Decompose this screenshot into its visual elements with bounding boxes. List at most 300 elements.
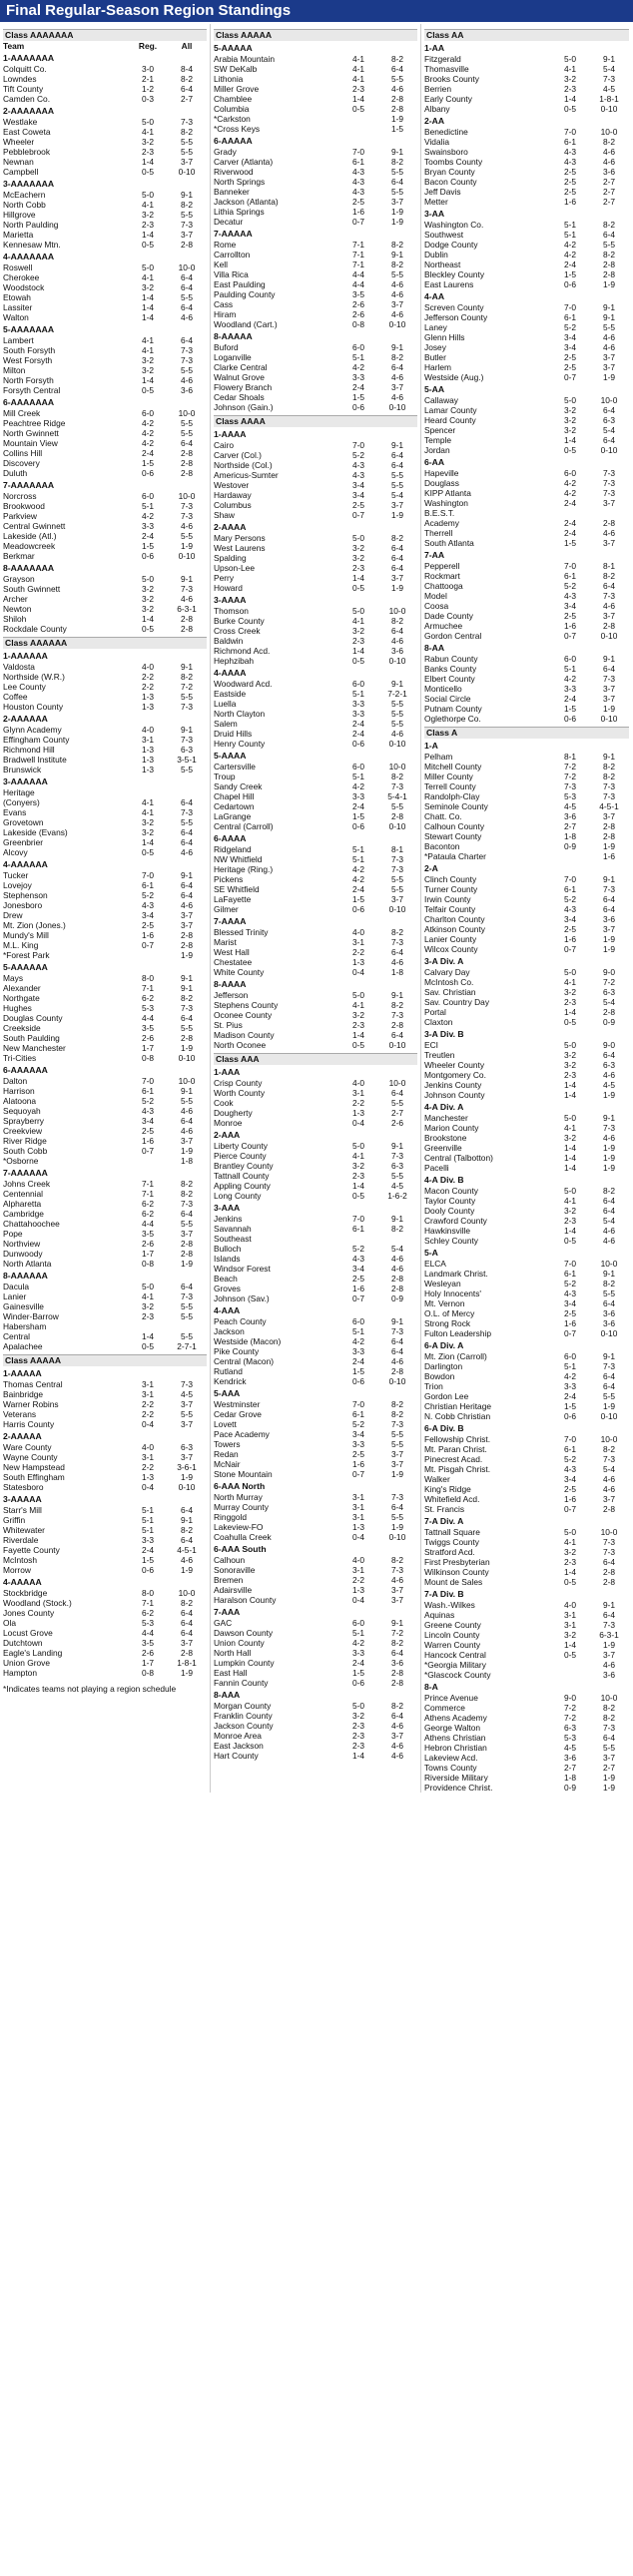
region-record: 7-2: [563, 1713, 577, 1723]
table-row: [214, 1274, 417, 1284]
table-row: [424, 791, 629, 801]
region-record: 1-5: [351, 1668, 365, 1678]
overall-record: 6-4: [602, 1298, 616, 1308]
overall-record: 7-3: [390, 1010, 404, 1020]
region-record: 2-4: [351, 382, 365, 392]
region-record: 4-3: [141, 900, 155, 910]
region-record: 7-0: [351, 147, 365, 157]
table-row: [214, 1088, 417, 1098]
team-name: Starr's Mill: [3, 1505, 42, 1515]
region-record: 1-3: [141, 702, 155, 712]
region-header: 2-AAA: [214, 1130, 241, 1140]
region-record: 7-0: [563, 127, 577, 137]
overall-record: 7-3: [602, 781, 616, 791]
table-row: [424, 478, 629, 488]
table-row: [3, 1291, 207, 1301]
team-name: McIntosh: [3, 1555, 37, 1565]
region-record: 3-3: [141, 1535, 155, 1545]
table-row: [424, 1040, 629, 1050]
overall-record: 8-4: [180, 64, 194, 74]
overall-record: 3-7: [602, 684, 616, 694]
team-name: Benedictine: [424, 127, 468, 137]
region-record: 1-4: [141, 302, 155, 312]
team-name: Schley County: [424, 1236, 478, 1246]
table-row: [3, 1249, 207, 1259]
team-name: Newnan: [3, 157, 34, 167]
overall-record: 1-9: [390, 207, 404, 217]
region-record: 2-1: [141, 74, 155, 84]
overall-record: 4-6: [180, 375, 194, 385]
team-name: Loganville: [214, 352, 252, 362]
table-row: [214, 1030, 417, 1040]
region-record: 8-1: [563, 752, 577, 762]
team-name: Winder-Barrow: [3, 1311, 59, 1321]
region-record: 7-0: [563, 561, 577, 571]
table-row: [3, 1399, 207, 1409]
region-record: 4-1: [141, 127, 155, 137]
table-row: [3, 983, 207, 993]
table-row: [424, 1630, 629, 1640]
region-record: 6-0: [563, 468, 577, 478]
overall-record: 2-8: [180, 624, 194, 634]
team-name: Central Gwinnett: [3, 521, 66, 531]
overall-record: 6-4: [602, 1557, 616, 1567]
table-row: [424, 714, 629, 724]
table-row: [424, 811, 629, 821]
region-record: 5-2: [563, 1454, 577, 1464]
team-name: Berrien: [424, 84, 451, 94]
team-name: Crisp County: [214, 1078, 263, 1088]
overall-record: 7-3: [180, 117, 194, 127]
region-record: 1-6: [563, 1494, 577, 1504]
region-record: 1-5: [563, 1401, 577, 1411]
overall-record: 1-9: [602, 1153, 616, 1163]
table-row: [424, 1713, 629, 1723]
region-record: 1-7: [141, 1658, 155, 1668]
region-record: 7-2: [563, 1703, 577, 1713]
region-record: [339, 124, 377, 134]
region-record: 5-0: [563, 1113, 577, 1123]
overall-record: 6-4: [390, 362, 404, 372]
table-row: [3, 1136, 207, 1146]
region-header: 4-AAAAA: [3, 1577, 42, 1587]
team-name: Woodstock: [3, 282, 45, 292]
table-row: [3, 755, 207, 765]
region-record: 4-2: [141, 438, 155, 448]
overall-record: 4-6: [602, 1660, 616, 1670]
table-row: [424, 752, 629, 762]
team-name: Mays: [3, 973, 24, 983]
table-row: [214, 1098, 417, 1108]
team-name: Lanier County: [424, 934, 477, 944]
team-name: Wilcox County: [424, 944, 478, 954]
region-record: 1-4: [563, 1163, 577, 1173]
team-name: GAC: [214, 1618, 233, 1628]
table-row: [3, 1482, 207, 1492]
overall-record: 1-9: [390, 217, 404, 227]
team-name: Mary Persons: [214, 533, 266, 543]
overall-record: 2-8: [390, 1284, 404, 1293]
overall-record: 6-4: [602, 1371, 616, 1381]
team-name: West Laurens: [214, 543, 266, 553]
table-row: [214, 762, 417, 772]
team-name: Roswell: [3, 262, 33, 272]
region-header: 5-A: [424, 1248, 438, 1258]
table-row: [424, 1070, 629, 1080]
overall-record: 9-1: [602, 1351, 616, 1361]
region-record: 4-3: [563, 1464, 577, 1474]
overall-record: 8-2: [390, 54, 404, 64]
team-name: Heritage (Ring.): [214, 864, 274, 874]
overall-record: 4-6: [390, 1254, 404, 1264]
table-row: [214, 864, 417, 874]
team-name: North Atlanta: [3, 1259, 52, 1269]
team-name: Johnson (Sav.): [214, 1293, 270, 1303]
table-row: [214, 1234, 417, 1244]
overall-record: 7-3: [180, 1379, 194, 1389]
region-record: 3-2: [563, 1060, 577, 1070]
overall-record: 4-6: [390, 1264, 404, 1274]
overall-record: 6-4: [390, 1711, 404, 1721]
table-row: [3, 1199, 207, 1209]
overall-record: 9-1: [390, 1141, 404, 1151]
table-row: [424, 1153, 629, 1163]
team-name: West Forsyth: [3, 355, 53, 365]
region-record: 4-0: [141, 725, 155, 735]
team-name: Walker: [424, 1474, 450, 1484]
overall-record: 4-6: [180, 900, 194, 910]
region-record: 5-0: [563, 1186, 577, 1196]
table-row: [424, 1494, 629, 1504]
team-name: East Jackson: [214, 1741, 264, 1751]
team-name: Milton: [3, 365, 26, 375]
region-record: 0-7: [351, 1293, 365, 1303]
overall-record: 5-5: [180, 1023, 194, 1033]
table-row: [3, 1219, 207, 1229]
team-name: Swainsboro: [424, 147, 468, 157]
team-name: Cartersville: [214, 762, 256, 772]
table-row: [214, 811, 417, 821]
team-name: Pike County: [214, 1346, 260, 1356]
team-name: Dodge County: [424, 240, 478, 250]
table-row: [424, 1464, 629, 1474]
team-name: Coahulla Creek: [214, 1532, 272, 1542]
region-header: 2-A: [424, 863, 438, 873]
team-name: Wheeler: [3, 137, 35, 147]
team-name: Athens Academy: [424, 1713, 487, 1723]
team-name: New Manchester: [3, 1043, 66, 1053]
team-name: Lumpkin County: [214, 1658, 275, 1668]
region-record: 5-2: [563, 894, 577, 904]
table-row: [214, 1721, 417, 1731]
table-row: [3, 137, 207, 147]
team-name: Savannah: [214, 1224, 252, 1234]
overall-record: 5-5: [390, 874, 404, 884]
table-row: [424, 395, 629, 405]
overall-record: 5-5: [390, 699, 404, 709]
table-row: [424, 1113, 629, 1123]
team-name: Callaway: [424, 395, 458, 405]
table-row: [3, 167, 207, 177]
team-name: Upson-Lee: [214, 563, 255, 573]
overall-record: 5-5: [180, 1096, 194, 1106]
overall-record: 0-10: [388, 1040, 406, 1050]
overall-record: 9-1: [602, 1269, 616, 1279]
team-name: Whitefield Acd.: [424, 1494, 480, 1504]
table-row: [424, 1733, 629, 1743]
overall-record: 7-3: [390, 1565, 404, 1575]
region-header: 1-AAAA: [214, 429, 247, 439]
overall-record: 9-1: [180, 725, 194, 735]
region-record: 2-6: [141, 1239, 155, 1249]
team-name: Dalton: [3, 1076, 28, 1086]
region-record: 1-4: [141, 614, 155, 624]
table-row: [214, 1502, 417, 1512]
region-record: 7-3: [563, 781, 577, 791]
overall-record: 3-7: [602, 498, 616, 508]
table-row: [424, 977, 629, 987]
region-record: 3-3: [141, 521, 155, 531]
overall-record: 5-5: [180, 1219, 194, 1229]
region-record: 4-4: [141, 1219, 155, 1229]
region-record: 6-2: [141, 1608, 155, 1618]
overall-record: 8-2: [390, 772, 404, 781]
region-record: 2-5: [563, 362, 577, 372]
overall-record: 2-8: [180, 468, 194, 478]
team-name: Jordan: [424, 445, 450, 455]
table-row: [424, 831, 629, 841]
overall-record: 6-4: [602, 581, 616, 591]
table-row: [3, 950, 207, 960]
overall-record: 7-3: [602, 1454, 616, 1464]
region-record: [339, 114, 377, 124]
team-name: South Paulding: [3, 1033, 60, 1043]
overall-record: 6-4: [180, 827, 194, 837]
team-name: Pierce County: [214, 1151, 267, 1161]
table-row: [214, 1449, 417, 1459]
table-row: [214, 450, 417, 460]
region-record: 3-2: [141, 365, 155, 375]
overall-record: 5-5: [602, 240, 616, 250]
table-row: [3, 1409, 207, 1419]
team-name: Mt. Paran Christ.: [424, 1444, 487, 1454]
table-row: [424, 694, 629, 704]
region-record: [339, 1234, 377, 1244]
table-row: [214, 500, 417, 510]
region-record: 2-2: [141, 682, 155, 692]
team-name: North Murray: [214, 1492, 263, 1502]
team-name: Alatoona: [3, 1096, 37, 1106]
team-name: Spencer: [424, 425, 456, 435]
overall-record: 8-1: [390, 844, 404, 854]
table-row: [214, 874, 417, 884]
region-record: 1-4: [351, 573, 365, 583]
table-row: [214, 1356, 417, 1366]
table-row: [424, 1123, 629, 1133]
overall-record: 4-6: [602, 1484, 616, 1494]
team-name: Calhoun County: [424, 821, 485, 831]
table-row: [214, 470, 417, 480]
team-name: Luella: [214, 699, 237, 709]
team-name: Wayne County: [3, 1452, 58, 1462]
table-row: [424, 1474, 629, 1484]
table-row: [424, 1620, 629, 1630]
table-row: [424, 187, 629, 197]
region-record: 1-4: [141, 230, 155, 240]
region-record: 4-2: [351, 874, 365, 884]
overall-record: 3-7: [390, 500, 404, 510]
overall-record: 6-4: [390, 450, 404, 460]
region-record: 3-2: [563, 1133, 577, 1143]
team-name: ELCA: [424, 1259, 446, 1269]
table-row: [214, 1429, 417, 1439]
table-row: [424, 1411, 629, 1421]
team-name: N. Cobb Christian: [424, 1411, 491, 1421]
team-name: Fannin County: [214, 1678, 269, 1688]
region-record: 4-2: [563, 240, 577, 250]
region-record: 0-5: [141, 240, 155, 250]
region-record: 3-1: [141, 735, 155, 745]
region-record: 1-3: [141, 755, 155, 765]
team-name: Haralson County: [214, 1595, 277, 1605]
table-row: [214, 1512, 417, 1522]
region-record: 2-7: [563, 1763, 577, 1773]
table-row: [424, 508, 629, 518]
overall-record: 5-5: [390, 470, 404, 480]
region-header: 2-AAAAA: [3, 1431, 42, 1441]
overall-record: 0-10: [388, 904, 406, 914]
overall-record: 8-2: [602, 1186, 616, 1196]
team-name: Butler: [424, 352, 446, 362]
table-row: [424, 601, 629, 611]
overall-record: 5-4: [602, 64, 616, 74]
region-record: 3-1: [351, 1565, 365, 1575]
team-name: Glynn Academy: [3, 725, 62, 735]
overall-record: 8-2: [390, 1638, 404, 1648]
region-record: 1-3: [141, 692, 155, 702]
overall-record: 5-5: [180, 292, 194, 302]
table-row: [214, 1108, 417, 1118]
region-header: 8-AAAA: [214, 979, 247, 989]
overall-record: 4-6: [602, 332, 616, 342]
overall-record: 4-6: [180, 521, 194, 531]
region-record: 1-6: [563, 1318, 577, 1328]
team-name: Turner County: [424, 884, 478, 894]
region-record: 2-5: [563, 167, 577, 177]
overall-record: 5-5: [180, 817, 194, 827]
region-record: 0-3: [141, 94, 155, 104]
table-row: [3, 1462, 207, 1472]
team-name: Lowndes: [3, 74, 37, 84]
team-name: *Glascock County: [424, 1670, 491, 1680]
team-name: Pepperell: [424, 561, 460, 571]
overall-record: 9-1: [602, 752, 616, 762]
region-record: 3-4: [141, 910, 155, 920]
region-record: 8-0: [141, 1588, 155, 1598]
region-header: 7-AAAAAA: [3, 1168, 48, 1178]
table-row: [214, 729, 417, 739]
team-name: Westlake: [3, 117, 38, 127]
table-row: [3, 1331, 207, 1341]
region-record: 3-2: [141, 584, 155, 594]
team-name: Crawford County: [424, 1216, 487, 1226]
overall-record: 6-4: [390, 64, 404, 74]
region-header: 3-A Div. A: [424, 956, 464, 966]
team-name: Morrow: [3, 1565, 31, 1575]
table-row: [3, 1096, 207, 1106]
overall-record: 10-0: [388, 762, 406, 772]
table-row: [214, 460, 417, 470]
team-name: Southeast: [214, 1234, 252, 1244]
region-record: 3-4: [563, 601, 577, 611]
overall-record: 7-2: [180, 682, 194, 692]
table-row: [424, 1557, 629, 1567]
team-name: Carver (Col.): [214, 450, 262, 460]
team-name: Shaw: [214, 510, 235, 520]
region-record: 4-3: [563, 1288, 577, 1298]
region-record: 3-3: [563, 1381, 577, 1391]
team-name: Griffin: [3, 1515, 26, 1525]
overall-record: 6-4: [602, 1610, 616, 1620]
team-name: Chapel Hill: [214, 791, 255, 801]
team-name: Chattooga: [424, 581, 463, 591]
table-row: [214, 104, 417, 114]
region-record: 3-1: [141, 1389, 155, 1399]
region-record: 0-4: [351, 1118, 365, 1128]
table-row: [424, 332, 629, 342]
overall-record: 7-3: [602, 1723, 616, 1733]
team-name: *Forest Park: [3, 950, 50, 960]
overall-record: 6-3: [180, 1442, 194, 1452]
table-row: [3, 817, 207, 827]
region-record: 1-4: [141, 837, 155, 847]
region-header: 7-AAAAA: [214, 229, 253, 239]
table-row: [214, 207, 417, 217]
table-row: [214, 1575, 417, 1585]
region-record: 6-1: [351, 157, 365, 167]
team-name: East Coweta: [3, 127, 51, 137]
table-row: [214, 884, 417, 894]
table-row: [214, 480, 417, 490]
region-header: 4-AAAA: [214, 668, 247, 678]
overall-record: 6-4: [602, 894, 616, 904]
table-row: [424, 1783, 629, 1793]
region-record: 3-3: [351, 699, 365, 709]
table-row: [424, 904, 629, 914]
team-name: Greenbrier: [3, 837, 44, 847]
team-name: Cass: [214, 299, 234, 309]
region-record: 2-6: [351, 309, 365, 319]
overall-record: 4-6: [180, 847, 194, 857]
table-row: [3, 385, 207, 395]
team-name: Trion: [424, 1381, 443, 1391]
region-record: 7-1: [141, 1179, 155, 1189]
region-header: 3-AA: [424, 209, 445, 219]
overall-record: 7-3: [390, 781, 404, 791]
standings-column: [211, 24, 421, 1793]
table-row: [214, 709, 417, 719]
region-record: 1-4: [563, 1640, 577, 1650]
overall-record: 5-5: [180, 692, 194, 702]
overall-record: 4-6: [602, 147, 616, 157]
overall-record: 2-8: [180, 1239, 194, 1249]
team-name: Hapeville: [424, 468, 459, 478]
table-row: [3, 1472, 207, 1482]
overall-record: 5-5: [390, 709, 404, 719]
table-row: [214, 1171, 417, 1181]
team-name: Thomson: [214, 606, 249, 616]
region-header: 5-AAA: [214, 1388, 241, 1398]
